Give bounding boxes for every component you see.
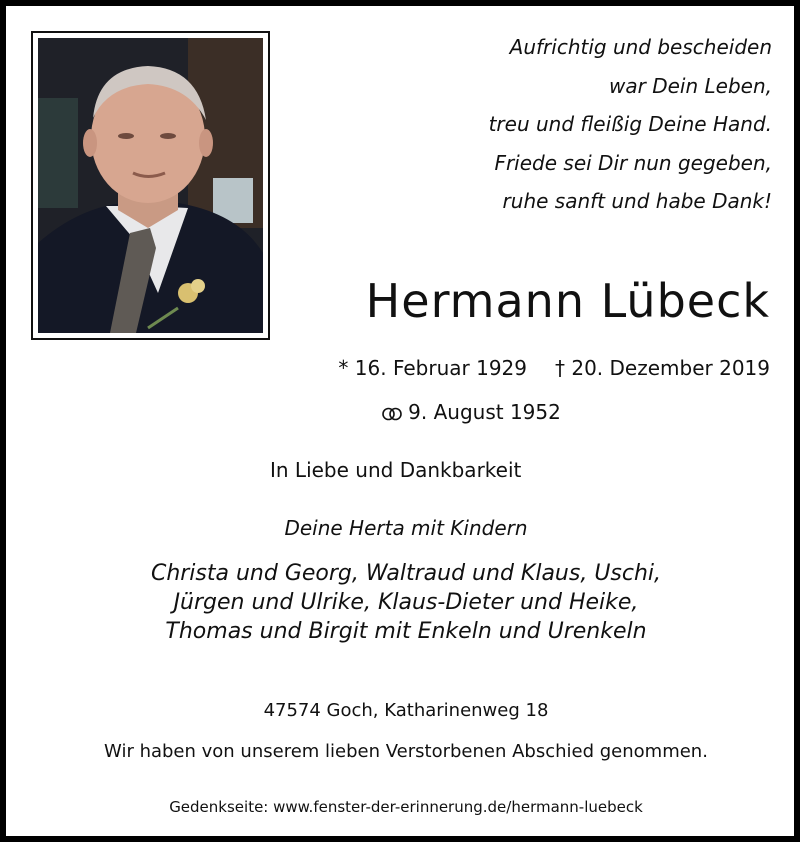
- family-line: Christa und Georg, Waltraud und Klaus, Uschi,: [150, 561, 662, 586]
- portrait-image: [38, 38, 263, 333]
- life-dates: [338, 356, 770, 380]
- dedication: In Liebe und Dankbarkeit: [270, 458, 522, 482]
- poem-line: Aufrichtig und bescheiden: [509, 35, 772, 59]
- mourner-wife: Deine Herta mit Kindern: [284, 516, 528, 540]
- death-date: † 20. Dezember 2019: [555, 356, 770, 380]
- poem-line: treu und fleißig Deine Hand.: [488, 112, 772, 136]
- wedding-rings-icon: [381, 403, 403, 427]
- family-line: Jürgen und Ulrike, Klaus-Dieter und Heike,: [173, 590, 639, 615]
- poem-line: ruhe sanft und habe Dank!: [502, 189, 772, 213]
- wedding-date: 9. August 1952: [408, 400, 561, 424]
- birth-date: * 16. Februar 1929: [338, 356, 527, 380]
- mourner-family: [6, 559, 800, 646]
- deceased-name: Hermann Lübeck: [365, 274, 770, 328]
- poem-line: Friede sei Dir nun gegeben,: [494, 150, 772, 175]
- farewell-note: Wir haben von unserem lieben Verstorbenen Abschied genommen.: [104, 741, 708, 762]
- address: 47574 Goch, Katharinenweg 18: [263, 700, 549, 721]
- poem: [392, 28, 772, 221]
- poem-line: war Dein Leben,: [609, 73, 772, 98]
- portrait-frame: [31, 31, 270, 340]
- family-line: Thomas und Birgit mit Enkeln und Urenkeln: [165, 619, 647, 644]
- wedding-date-row: [6, 400, 800, 427]
- memorial-page-link[interactable]: Gedenkseite: www.fenster-der-erinnerung.de/hermann-luebeck: [169, 798, 643, 816]
- portrait-photo: [38, 38, 263, 333]
